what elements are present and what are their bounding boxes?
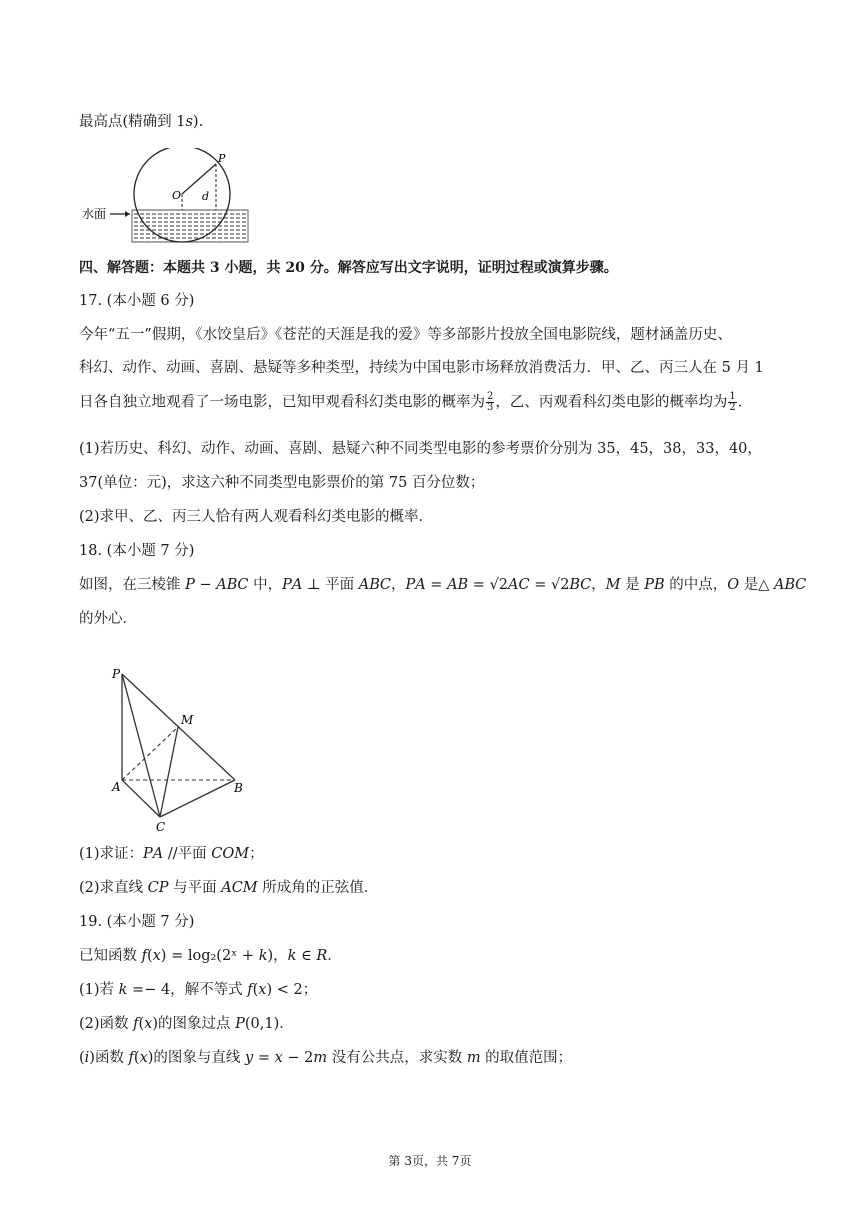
vertex-A-label: A — [112, 780, 121, 794]
water-wheel-figure — [80, 148, 260, 248]
q17-text: ，乙、丙观看科幻类电影的概率均为 — [495, 394, 728, 411]
vertex-M-label: M — [181, 713, 194, 727]
distance-d-label: d — [202, 190, 210, 203]
vertex-P-label: P — [112, 667, 121, 681]
q19-sub-2: (2)函数 𝑓(𝑥)的图象过点 𝑃(0,1)． — [79, 1016, 294, 1032]
fraction-one-half: $\frac{1}{2}$ — [729, 391, 736, 413]
page-footer: 第 3页，共 7页 — [388, 1154, 472, 1168]
q17-text: 日各自独立地观看了一场电影，已知甲观看科幻类电影的概率为 — [79, 394, 485, 411]
q19-sub-2-i: (𝑖)函数 𝑓(𝑥)的图象与直线 𝑦 = 𝑥 − 2𝑚 没有公共点，求实数 𝑚 的取值范围； — [79, 1050, 573, 1066]
q17-sub-2: (2)求甲、乙、丙三人恰有两人观看科幻类电影的概率． — [79, 509, 434, 525]
q17-paragraph-line: 日各自独立地观看了一场电影，已知甲观看科幻类电影的概率为 $\frac{2}{3}$ ，乙、丙观看科幻类电影的概率均为 $\frac{1}{2}$ . — [79, 391, 743, 413]
tetrahedron-figure — [100, 660, 270, 835]
q19-paragraph: 已知函数 𝑓(𝑥) = log₂(2ˣ + 𝑘)，𝑘 ∈ 𝑅． — [79, 948, 342, 964]
vertex-C-label: C — [156, 820, 166, 834]
q17-paragraph-line: 今年“五一”假期，《水饺皇后》《苍茫的天涯是我的爱》等多部影片投放全国电影院线，题材涵盖历史、 — [79, 327, 732, 343]
q17-sub-1-line: 37(单位：元)，求这六种不同类型电影票价的第 75 百分位数； — [79, 475, 485, 491]
section-heading: 四、解答题：本题共 3 小题，共 20 分。解答应写出文字说明，证明过程或演算步骤。 — [79, 260, 618, 276]
q18-sub-2: (2)求直线 𝐶𝑃 与平面 𝐴𝐶𝑀 所成角的正弦值． — [79, 880, 379, 896]
vertex-B-label: B — [234, 781, 243, 795]
question-19-number: 19. (本小题 7 分) — [79, 914, 195, 930]
water-region — [132, 210, 248, 242]
water-label: 水面 — [82, 207, 107, 221]
fraction-two-thirds: $\frac{2}{3}$ — [487, 391, 494, 413]
q19-sub-1: (1)若 𝑘 =− 4，解不等式 𝑓(𝑥) < 2； — [79, 982, 318, 998]
question-17-number: 17. (本小题 6 分) — [79, 293, 195, 309]
q17-paragraph-line: 科幻、动作、动画、喜剧、悬疑等多种类型，持续为中国电影市场释放消费活力．甲、乙、丙三人在 5 月 1 — [79, 360, 764, 376]
point-P-label: P — [218, 152, 226, 165]
question-18-number: 18. (本小题 7 分) — [79, 543, 195, 559]
q17-sub-1-line: (1)若历史、科幻、动作、动画、喜剧、悬疑六种不同类型电影的参考票价分别为 35，45，38，33，40， — [79, 441, 762, 457]
q18-sub-1: (1)求证：𝑃𝐴 //平面 𝐶𝑂𝑀； — [79, 846, 264, 862]
q18-paragraph-line: 的外心． — [79, 611, 137, 627]
point-O-label: O — [172, 189, 182, 202]
q18-paragraph-line: 如图，在三棱锥 𝑃 − 𝐴𝐵𝐶 中，𝑃𝐴 ⊥ 平面 𝐴𝐵𝐶，𝑃𝐴 = 𝐴𝐵 = √2𝐴𝐶 = √2𝐵𝐶，𝑀 是 𝑃𝐵 的中点，𝑂 是△ 𝐴𝐵𝐶 — [79, 577, 807, 593]
text-line: 最高点(精确到 1𝑠). — [79, 114, 204, 130]
